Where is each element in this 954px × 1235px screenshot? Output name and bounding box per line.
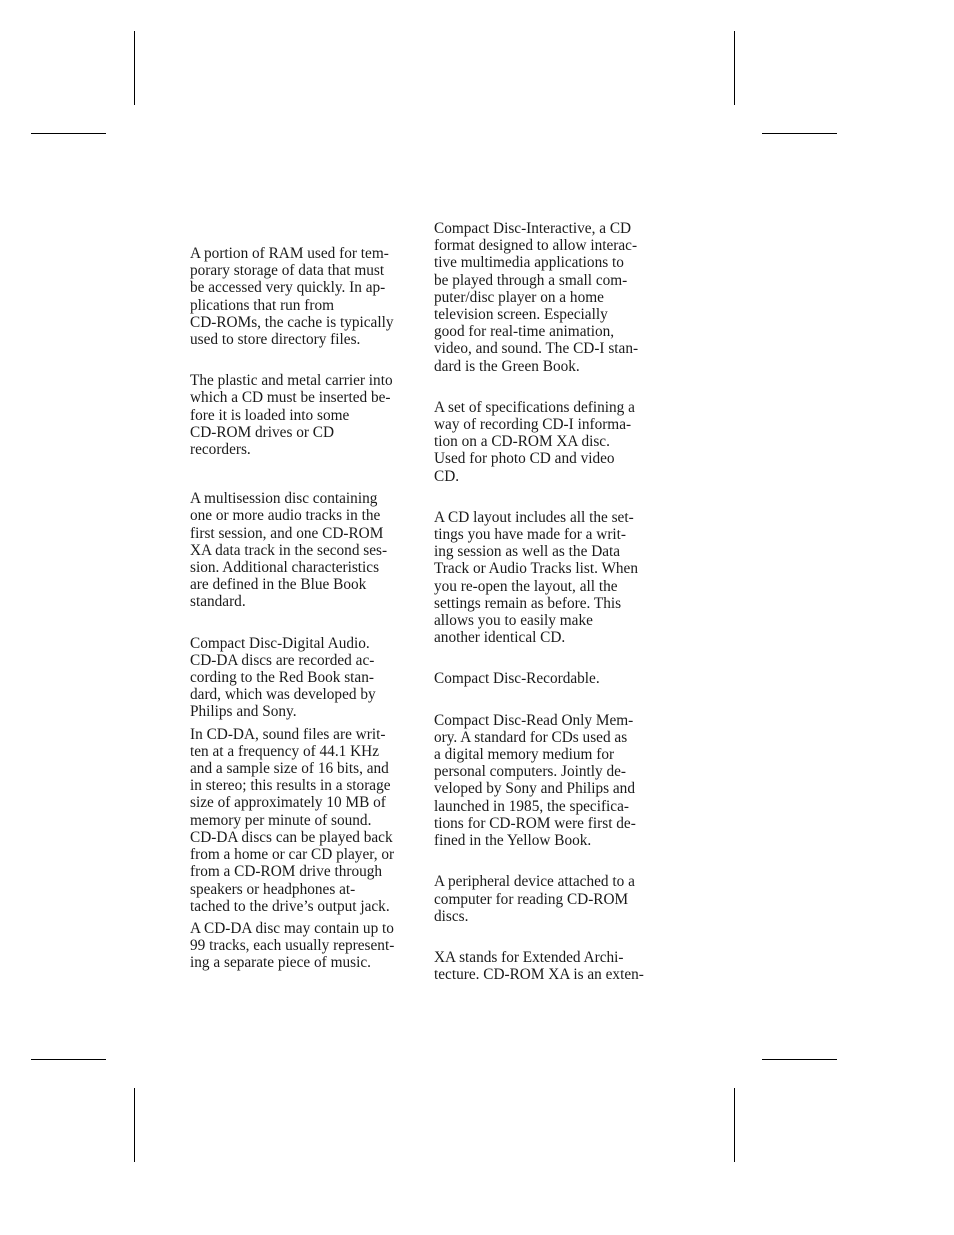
glossary-entry-cache <box>190 245 422 348</box>
definition-paragraph: A multisession disc containing one or more audio tracks in the first session, and one CD-ROM XA data track in the second ses- sion. Additional characteristics are defined in the Blue Book standard. <box>190 490 388 611</box>
crop-mark-bottom-right-horizontal <box>762 1059 837 1060</box>
glossary-entry-cd-layout <box>434 509 666 647</box>
definition-paragraph: A portion of RAM used for tem- porary storage of data that must be accessed very quickly. In ap- plications that run from CD-ROMs, the cache is typically used to store directory files. <box>190 245 394 349</box>
definition-paragraph: A set of specifications defining a way of recording CD-I informa- tion on a CD-ROM XA disc. Used for photo CD and video CD. <box>434 398 635 485</box>
definition-paragraph: A CD-DA disc may contain up to 99 tracks, each usually represent- ing a separate piece of music. <box>190 919 395 972</box>
glossary-entry-cd-rom-xa <box>434 949 666 983</box>
crop-mark-bottom-left-vertical <box>134 1088 135 1162</box>
crop-mark-top-left-horizontal <box>31 133 106 134</box>
crop-mark-bottom-right-vertical <box>734 1088 735 1162</box>
glossary-entry-cd-i <box>434 220 666 375</box>
definition-paragraph: In CD-DA, sound files are writ- ten at a frequency of 44.1 KHz and a sample size of 16 bits, and in stereo; this results in a storage size of approximately 10 MB of memory per minute of sound. CD-DA discs can be played back from a home or car CD player, or from a CD-ROM drive through speakers or headphones at- tached to the drive’s output jack. <box>190 725 395 915</box>
glossary-entry-cd-i-bridge <box>434 399 666 485</box>
glossary-entry-cd-rom <box>434 712 666 850</box>
glossary-entry-cd-rom-drive <box>434 873 666 925</box>
crop-mark-top-left-vertical <box>134 31 135 105</box>
definition-paragraph: Compact Disc-Read Only Mem- ory. A standard for CDs used as a digital memory medium for personal computers. Jointly de- veloped by Sony and Philips and launched in 1985, the specifica- tions for CD-ROM were first de- fined in the Yellow Book. <box>434 711 636 850</box>
glossary-entry-cd-extra <box>190 490 422 610</box>
definition-paragraph: XA stands for Extended Archi- tecture. CD-ROM XA is an exten- <box>434 948 644 984</box>
definition-paragraph: A CD layout includes all the set- tings you have made for a writ- ing session as well as the Data Track or Audio Tracks list. When you re-open the layout, all the settings remain as before. This allows you to easily make another identical CD. <box>434 508 638 647</box>
definition-paragraph: Compact Disc-Digital Audio. CD-DA discs are recorded ac- cording to the Red Book stan- dard, which was developed by Philips and Sony. <box>190 634 376 721</box>
definition-paragraph: A peripheral device attached to a computer for reading CD-ROM discs. <box>434 873 635 925</box>
crop-mark-top-right-vertical <box>734 31 735 105</box>
glossary-entry-caddy <box>190 372 422 458</box>
glossary-left-column <box>190 245 422 996</box>
glossary-entry-cd-da <box>190 635 422 972</box>
definition-paragraph: The plastic and metal carrier into which a CD must be inserted be- fore it is loaded into some CD-ROM drives or CD recorders. <box>190 372 393 459</box>
definition-paragraph: Compact Disc-Interactive, a CD format designed to allow interac- tive multimedia applications to be played through a small com- puter/disc player on a home television screen. Especially good for real-time animation, video, and sound. The CD-I stan- dard is the Green Book. <box>434 220 639 375</box>
glossary-entry-cd-r <box>434 670 666 687</box>
crop-mark-bottom-left-horizontal <box>31 1059 106 1060</box>
glossary-right-column <box>434 220 666 1007</box>
crop-mark-top-right-horizontal <box>762 133 837 134</box>
definition-paragraph: Compact Disc-Recordable. <box>434 670 600 688</box>
